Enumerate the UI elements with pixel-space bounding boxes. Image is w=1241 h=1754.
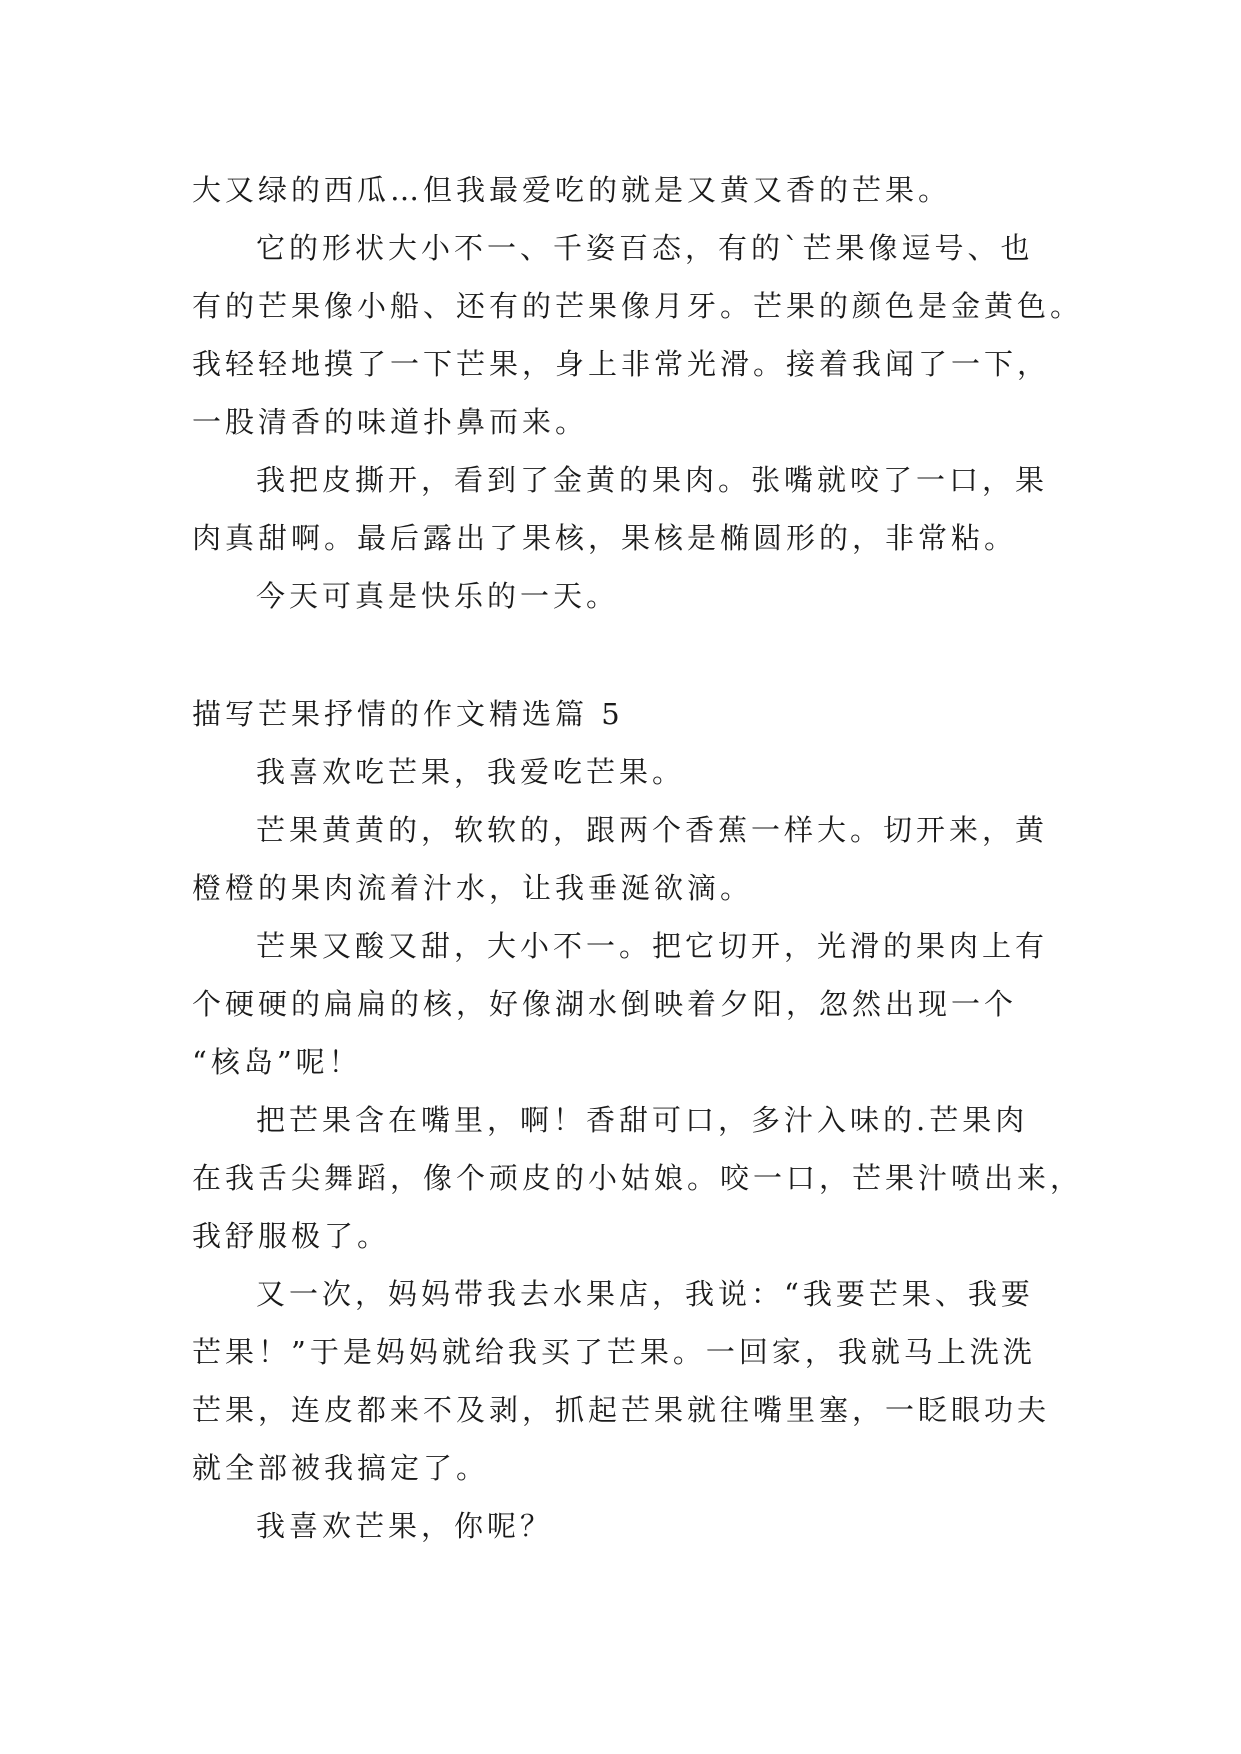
paragraph-line: “核岛”呢！ <box>192 1045 362 1079</box>
paragraph-line: 它的形状大小不一、千姿百态，有的`芒果像逗号、也 <box>256 231 1034 265</box>
paragraph-line: 我舒服极了。 <box>192 1219 391 1253</box>
paragraph-line: 今天可真是快乐的一天。 <box>256 579 620 613</box>
section-title: 描写芒果抒情的作文精选篇 5 <box>192 697 624 731</box>
paragraph-line: 在我舌尖舞蹈，像个顽皮的小姑娘。咬一口，芒果汁喷出来， <box>192 1161 1084 1195</box>
paragraph-line: 肉真甜啊。最后露出了果核，果核是椭圆形的，非常粘。 <box>192 521 1018 555</box>
paragraph-line: 芒果黄黄的，软软的，跟两个香蕉一样大。切开来，黄 <box>256 813 1049 847</box>
paragraph-line: 芒果，连皮都来不及剥，抓起芒果就往嘴里塞，一眨眼功夫 <box>192 1393 1051 1427</box>
paragraph-line: 个硬硬的扁扁的核，好像湖水倒映着夕阳，忽然出现一个 <box>192 987 1018 1021</box>
paragraph-line: 一股清香的味道扑鼻而来。 <box>192 405 589 439</box>
paragraph-line: 芒果！”于是妈妈就给我买了芒果。一回家，我就马上洗洗 <box>192 1335 1036 1369</box>
paragraph-line: 我轻轻地摸了一下芒果，身上非常光滑。接着我闻了一下， <box>192 347 1051 381</box>
paragraph-line: 橙橙的果肉流着汁水，让我垂涎欲滴。 <box>192 871 754 905</box>
paragraph-line: 我喜欢吃芒果，我爱吃芒果。 <box>256 755 686 789</box>
paragraph-line: 就全部被我搞定了。 <box>192 1451 490 1485</box>
paragraph-line: 芒果又酸又甜，大小不一。把它切开，光滑的果肉上有 <box>256 929 1049 963</box>
paragraph-line: 我喜欢芒果，你呢？ <box>256 1509 554 1543</box>
paragraph-line: 把芒果含在嘴里，啊！香甜可口，多汁入味的.芒果肉 <box>256 1103 1029 1137</box>
paragraph-line: 又一次，妈妈带我去水果店，我说：“我要芒果、我要 <box>256 1277 1034 1311</box>
paragraph-line: 有的芒果像小船、还有的芒果像月牙。芒果的颜色是金黄色。 <box>192 289 1084 323</box>
paragraph-line: 我把皮撕开，看到了金黄的果肉。张嘴就咬了一口，果 <box>256 463 1049 497</box>
paragraph-line: 大又绿的西瓜…但我最爱吃的就是又黄又香的芒果。 <box>192 173 952 207</box>
